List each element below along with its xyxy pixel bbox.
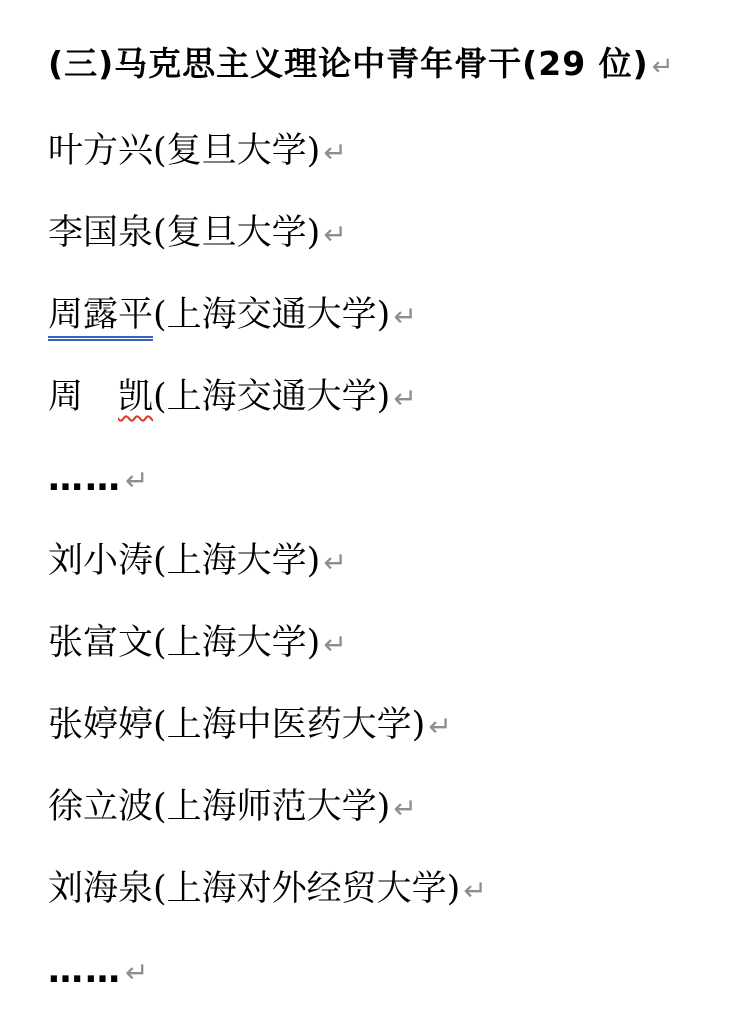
paragraph-text [48,705,425,745]
text-run-spelling-wavy-underline: 凯 [118,377,154,417]
paragraph[interactable] [48,685,724,767]
paragraph-mark-icon: ↵ [463,874,487,907]
paragraph-mark-icon: ↵ [125,464,149,497]
paragraph[interactable] [48,111,724,193]
paragraph[interactable] [48,275,724,357]
text-run: (上海交通大学) [153,377,391,417]
paragraph[interactable] [48,849,724,931]
paragraph-text [48,869,460,909]
document-title[interactable] [48,20,724,111]
paragraph[interactable] [48,931,724,1013]
paragraph-text [48,623,320,663]
paragraph[interactable] [48,439,724,521]
paragraph-mark-icon: ↵ [651,52,674,82]
paragraph-mark-icon: ↵ [428,710,452,743]
text-run: 刘小涛(上海大学) [48,541,321,581]
paragraph[interactable] [48,603,724,685]
paragraph-mark-icon: ↵ [393,382,417,415]
paragraph-mark-icon: ↵ [393,792,417,825]
text-run: 李国泉(复旦大学) [48,213,321,253]
text-run: 徐立波(上海师范大学) [48,787,391,827]
paragraph[interactable] [48,193,724,275]
title-text: (三)马克思主义理论中青年骨干(29 位) [48,44,649,83]
text-run: 叶方兴(复旦大学) [48,131,321,171]
paragraph-mark-icon: ↵ [393,300,417,333]
text-run: 刘海泉(上海对外经贸大学) [48,869,461,909]
paragraph-text [48,787,390,827]
paragraph-text [48,131,320,171]
paragraph-mark-icon: ↵ [323,628,347,661]
paragraph-mark-icon: ↵ [323,136,347,169]
paragraph-text [48,541,320,581]
text-run: 周 [48,377,119,417]
paragraph-text [48,951,122,991]
text-run-grammar-double-underline: 周露平 [48,295,153,341]
paragraph-mark-icon: ↵ [323,546,347,579]
paragraph-text [48,377,390,417]
paragraph-mark-icon: ↵ [125,956,149,989]
paragraph[interactable] [48,767,724,849]
paragraph-list [48,111,724,1013]
text-run: …… [48,951,122,991]
paragraph-mark-icon: ↵ [323,218,347,251]
paragraph[interactable] [48,521,724,603]
paragraph-text [48,459,122,499]
paragraph-text [48,213,320,253]
text-run: 张婷婷(上海中医药大学) [48,705,426,745]
text-run: 张富文(上海大学) [48,623,321,663]
paragraph[interactable] [48,357,724,439]
text-run: …… [48,459,122,499]
text-run: (上海交通大学) [153,295,391,335]
paragraph-text [48,295,390,341]
